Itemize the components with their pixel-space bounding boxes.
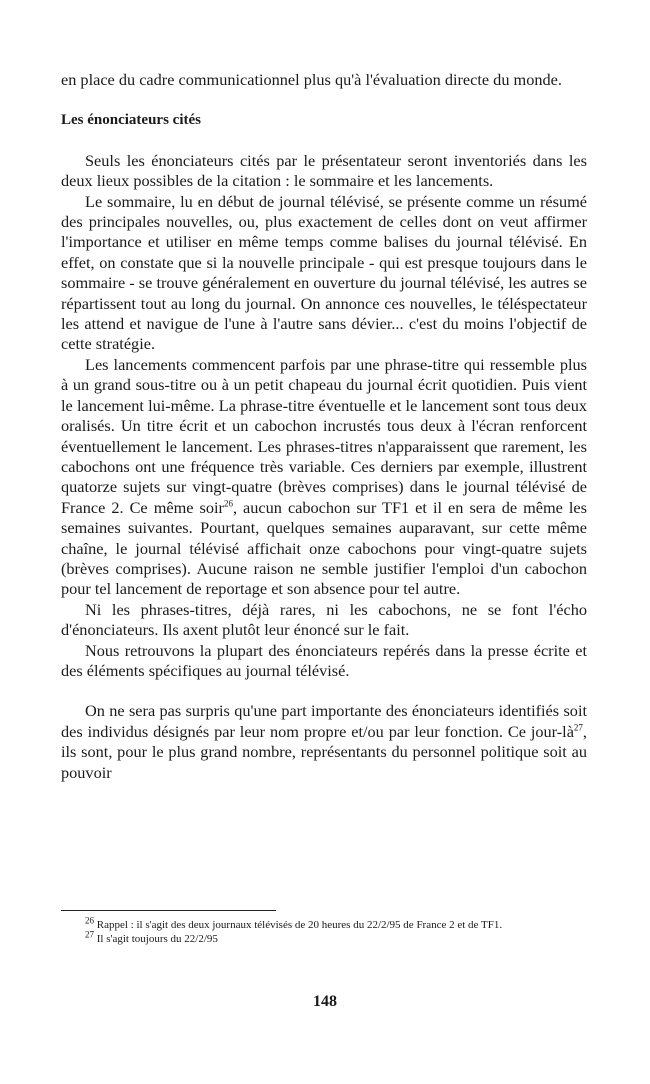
footnote-text: Il s'agit toujours du 22/2/95 bbox=[94, 933, 218, 945]
paragraph: Seuls les énonciateurs cités par le présentateur seront inventoriés dans les deux lieux possibles de la citation : le sommaire et les lancements. bbox=[61, 150, 587, 191]
paragraph-text: , aucun cabochon sur TF1 et il en sera de même les semaines suivantes. Pourtant, quelques semaines auparavant, sur cette même chaîne, le journal télévisé affichait onze cabochons pour vingt-quatre sujets (brèves comprises). Aucune raison ne semble justifier l'emploi d'un cabochon pour tel lancement de reportage et son absence pour tel autre. bbox=[61, 497, 587, 599]
paragraph bbox=[61, 701, 587, 783]
footnotes bbox=[61, 915, 587, 946]
paragraph-text: , ils sont, pour le plus grand nombre, représentants du personnel politique soit au pouvoir bbox=[61, 721, 587, 782]
page-number: 148 bbox=[313, 993, 337, 1010]
paragraph: Le sommaire, lu en début de journal télévisé, se présente comme un résumé des principales nouvelles, ou, plus exactement de celles dont on veut affirmer l'importance et utiliser en même temps comme balises du journal télévisé. En effet, on constate que si la nouvelle principale - qui est presque toujours dans le sommaire - se trouve généralement en ouverture du journal télévisé, les autres se répartissent tout au long du journal. On annonce ces nouvelles, le téléspectateur les attend et navigue de l'une à l'autre sans dévier... c'est du moins l'objectif de cette stratégie. bbox=[61, 191, 587, 354]
footnote bbox=[61, 929, 587, 946]
footnote-ref: 27 bbox=[573, 722, 583, 733]
footnote-divider bbox=[61, 910, 276, 911]
footnote bbox=[61, 915, 587, 932]
footnote-number: 27 bbox=[85, 929, 94, 940]
body-text bbox=[61, 70, 587, 783]
paragraph-continuation: en place du cadre communicationnel plus qu'à l'évaluation directe du monde. bbox=[61, 70, 562, 89]
paragraph: Ni les phrases-titres, déjà rares, ni les cabochons, ne se font l'écho d'énonciateurs. Ils axent plutôt leur énoncé sur le fait. bbox=[61, 599, 587, 640]
footnote-ref: 26 bbox=[223, 498, 233, 509]
paragraph-text: Les lancements commencent parfois par une phrase-titre qui ressemble plus à un grand sous-titre ou à un petit chapeau du journal écrit quotidien. Puis vient le lancement lui-même. La phrase-titre éventuelle et le lancement sont tous deux oralisés. Un titre écrit et un cabochon incrustés tous deux à l'écran renforcent éventuellement le lancement. Les phrases-titres n'apparaissent que rarement, les cabochons ont une fréquence très variable. Ces derniers par exemple, illustrent quatorze sujets sur vingt-quatre (brèves comprises) dans le journal télévisé de France 2. Ce même soir bbox=[61, 354, 587, 517]
paragraph bbox=[61, 355, 587, 600]
footnote-number: 26 bbox=[85, 915, 94, 926]
footnote-text: Rappel : il s'agit des deux journaux télévisés de 20 heures du 22/2/95 de France 2 et de TF1. bbox=[94, 919, 503, 931]
paragraph-text: On ne sera pas surpris qu'une part importante des énonciateurs identifiés soit des individus désignés par leur nom propre et/ou par leur fonction. Ce jour-là bbox=[61, 701, 587, 741]
paragraph: Nous retrouvons la plupart des énonciateurs repérés dans la presse écrite et des éléments spécifiques au journal télévisé. bbox=[61, 640, 587, 680]
section-heading: Les énonciateurs cités bbox=[61, 112, 201, 129]
